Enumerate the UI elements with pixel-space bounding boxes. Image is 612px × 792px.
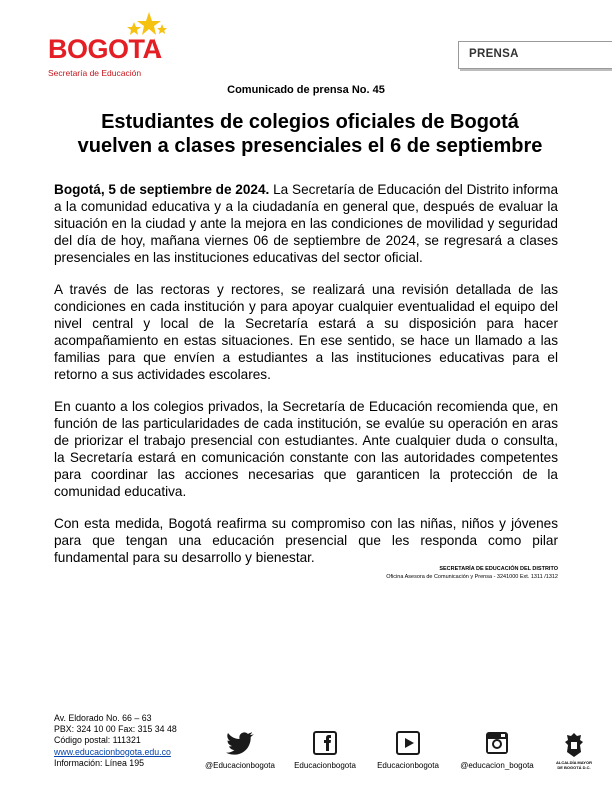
secretaria-logo (46, 8, 176, 80)
section-label: PRENSA (469, 48, 519, 60)
paragraph-4: Con esta medida, Bogotá reafirma su compromiso con las niñas, niños y jóvenes para que tengan una educación presencial que les responda como pilar fundamental para su desarrollo y bienestar. (54, 516, 558, 565)
alcaldia-text: ALCALDÍA MAYOR DE BOGOTÁ D.C. (556, 760, 592, 770)
alcaldia-logo (554, 732, 594, 770)
footer-website-link[interactable]: www.educacionbogota.edu.co (54, 746, 171, 757)
press-release-number: Comunicado de prensa No. 45 (227, 84, 385, 96)
twitter-handle: @Educacionbogota (205, 761, 275, 770)
instagram-icon (485, 731, 509, 755)
social-twitter[interactable] (200, 731, 280, 770)
section-label-box (458, 41, 612, 69)
social-instagram[interactable] (455, 731, 539, 770)
twitter-icon (225, 731, 255, 755)
signature-block (386, 565, 558, 581)
signature-org: SECRETARÍA DE EDUCACIÓN DEL DISTRITO (439, 566, 558, 572)
social-facebook[interactable] (285, 731, 365, 770)
social-youtube[interactable] (368, 731, 448, 770)
logo-subtitle: Secretaría de Educación (48, 68, 142, 78)
logo-wordmark: BOGOTA (48, 34, 162, 64)
footer-address: Av. Eldorado No. 66 – 63 (54, 713, 152, 723)
facebook-handle: Educacionbogota (294, 761, 356, 770)
title-line-1: Estudiantes de colegios oficiales de Bogotá (101, 111, 519, 133)
coat-of-arms-icon (563, 732, 585, 758)
title-line-2: vuelven a clases presenciales el 6 de septiembre (77, 135, 543, 157)
footer-phone: PBX: 324 10 00 Fax: 315 34 48 (54, 724, 177, 735)
facebook-icon (313, 731, 337, 755)
youtube-handle: Educacionbogota (377, 761, 439, 770)
paragraph-1-text: La Secretaría de Educación del Distrito informa a la comunidad educativa y a la ciudadanía en general que, después de evaluar la situación en la ciudad y ante la mejora en las condiciones de movilidad y seguridad del día de hoy, mañana viernes 06 de septiembre de 2024, se regresará a clases presenciales en las instituciones educativas del sector oficial. (54, 182, 559, 265)
paragraph-3: En cuanto a los colegios privados, la Secretaría de Educación recomienda que, en función de las particularidades de cada institución, se evalúe su operación en aras de priorizar el trabajo presencial con estudiantes. Ante cualquier duda o consulta, la Secretaría estará en comunicación constante con las autoridades competentes para coordinar las acciones necesarias que garanticen la protección de la comunidad educativa. (54, 399, 558, 499)
footer-postal: Código postal: 111321 (54, 735, 141, 746)
signature-office: Oficina Asesora de Comunicación y Prensa - 3241000 Ext. 1311 /1312 (386, 574, 558, 580)
dateline: Bogotá, 5 de septiembre de 2024. (54, 182, 270, 197)
paragraph-1 (54, 181, 558, 266)
youtube-icon (396, 731, 420, 755)
footer-info: Información: Línea 195 (54, 757, 144, 768)
article-body (54, 181, 558, 581)
paragraph-2: A través de las rectoras y rectores, se realizará una revisión detallada de las condiciones en cada institución y para apoyar cualquier eventualidad el equipo del nivel central y local de la Secretaría estará a su disposición para hacer acompañamiento en estas situaciones. En ese sentido, se hace un llamado a las familias para que envíen a estudiantes a las instituciones educativas para el retorno a sus actividades escolares. (54, 282, 558, 382)
instagram-handle: @educacion_bogota (460, 761, 534, 770)
footer-contact (54, 713, 177, 769)
page-title (40, 110, 580, 158)
